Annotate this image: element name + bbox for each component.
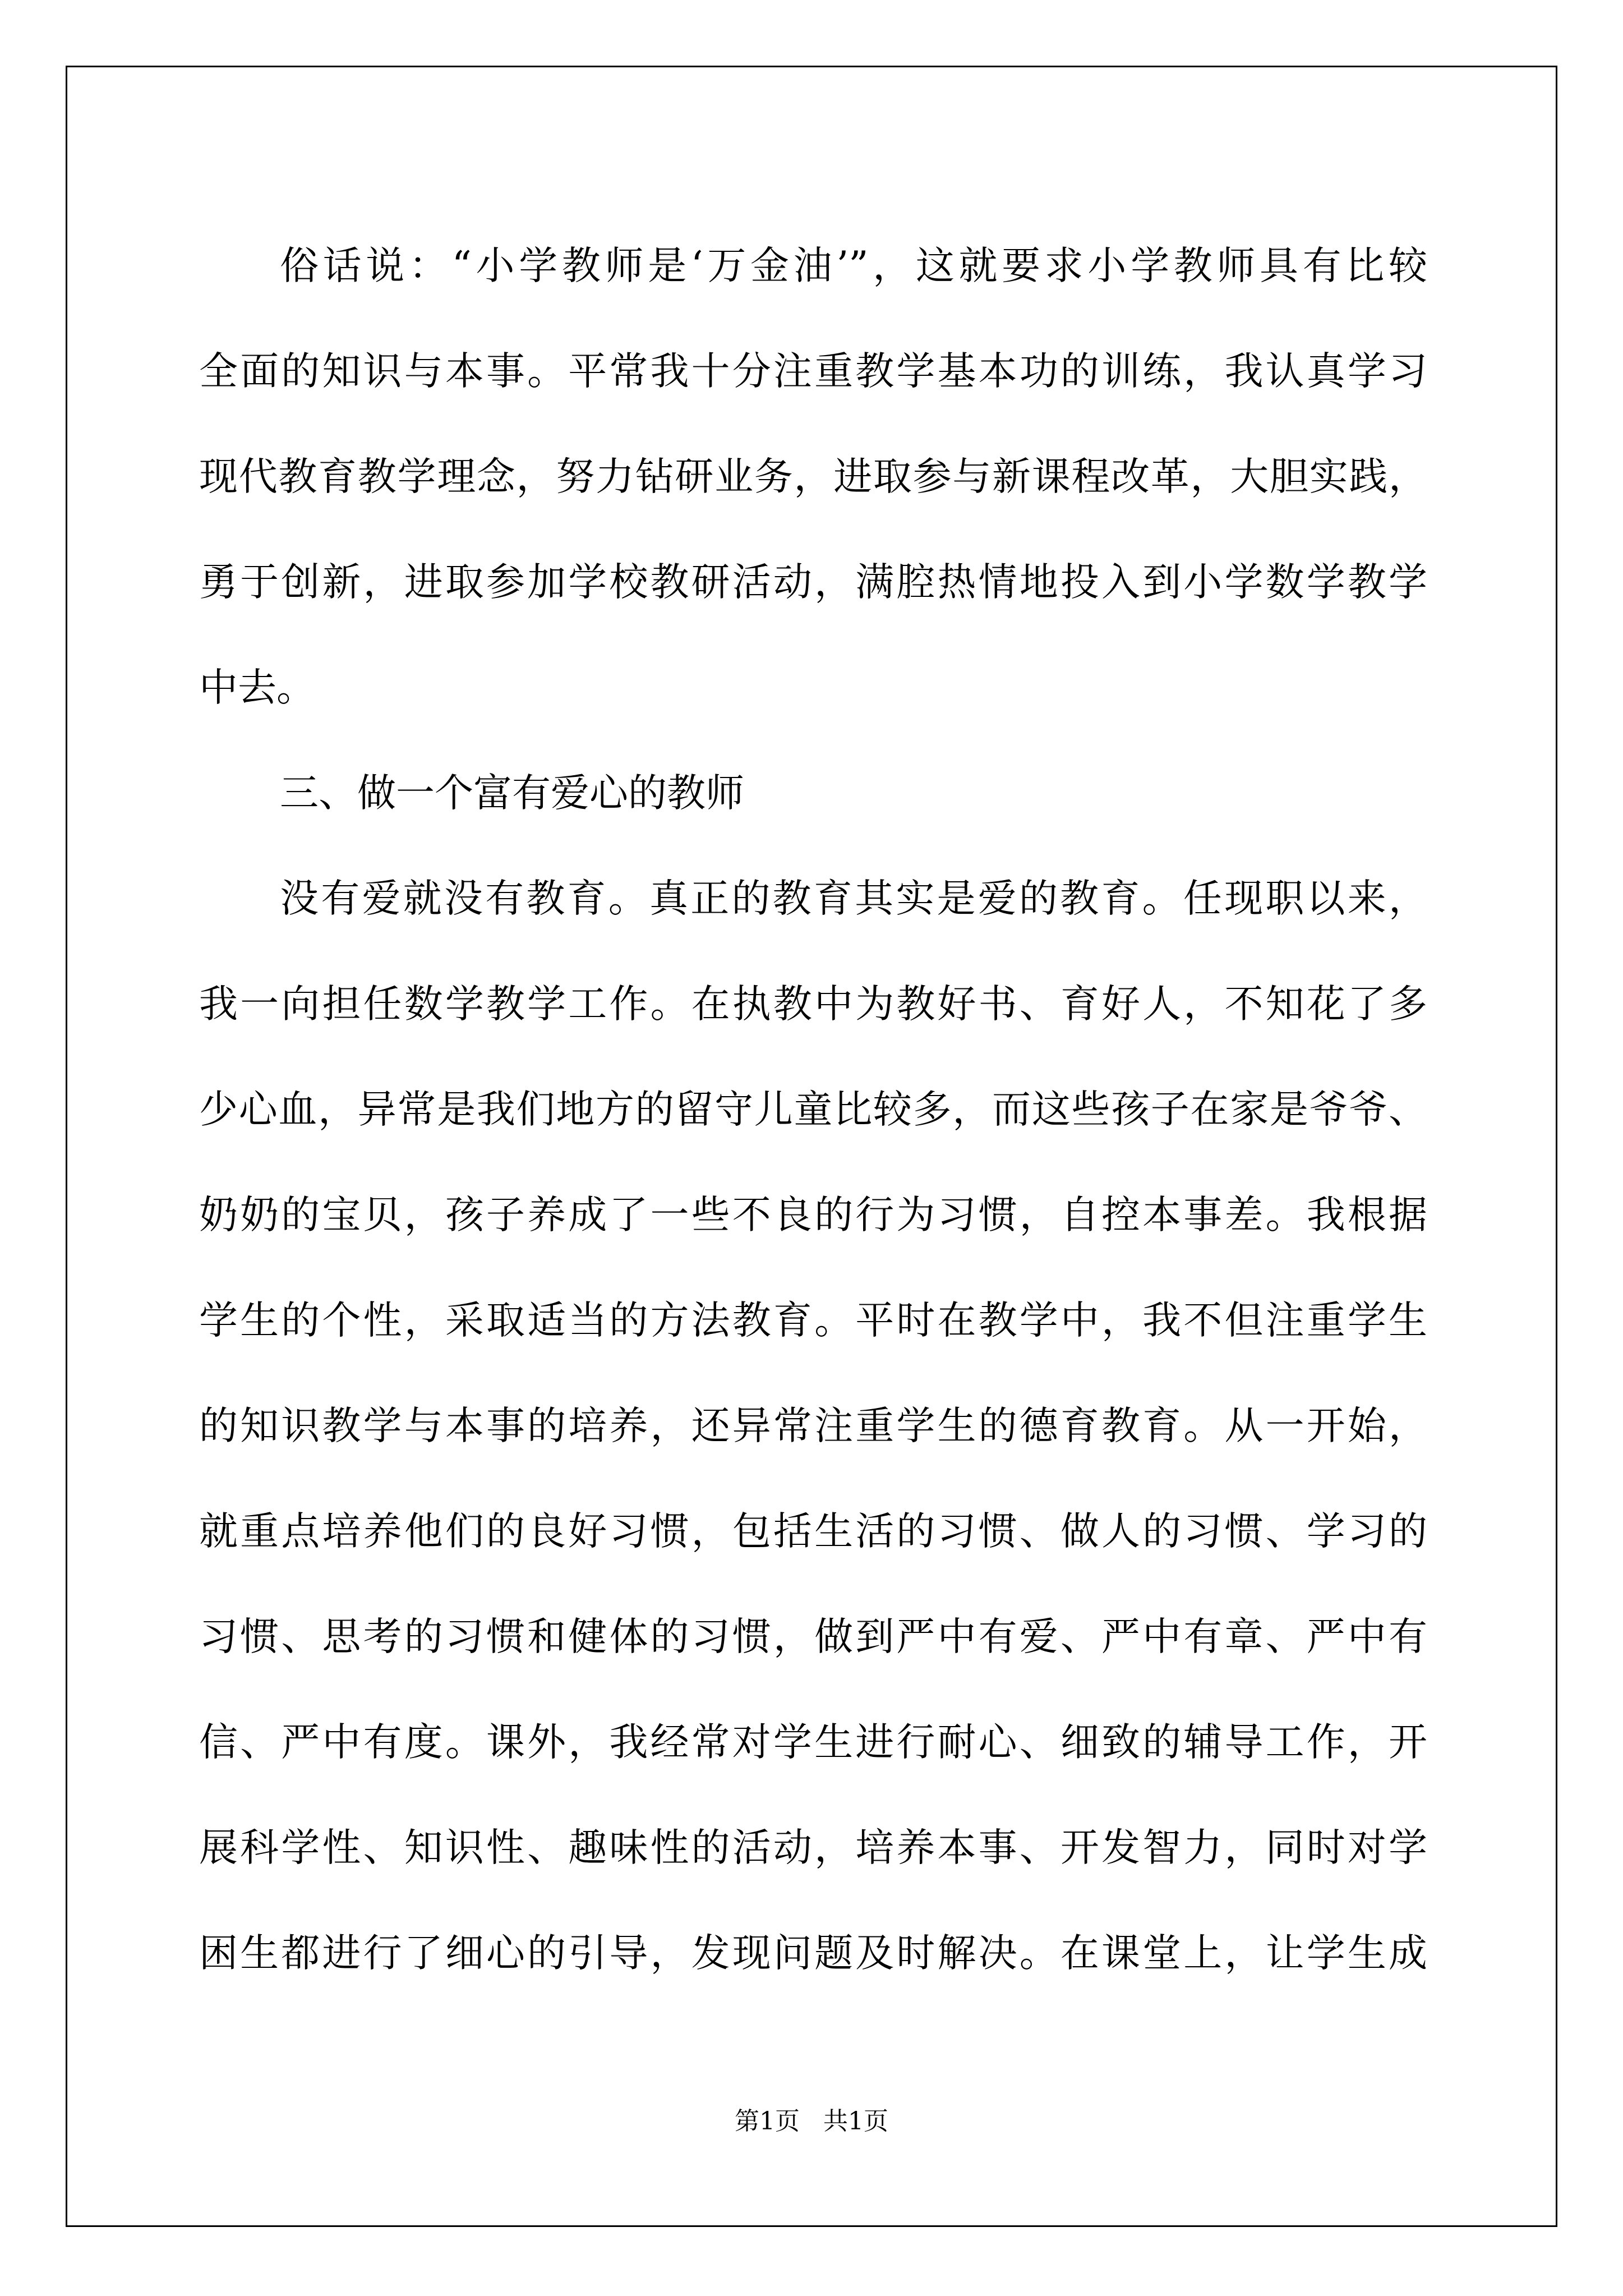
paragraph-line: 展科学性、知识性、趣味性的活动，培养本事、开发智力，同时对学	[199, 1825, 1427, 1870]
paragraph-line: 困生都进行了细心的引导，发现问题及时解决。在课堂上，让学生成	[199, 1931, 1427, 1976]
paragraph-line: 少心血，异常是我们地方的留守儿童比较多，而这些孩子在家是爷爷、	[199, 1087, 1427, 1132]
paragraph-line: 俗话说：“小学教师是‘万金油’”，这就要求小学教师具有比较	[280, 243, 1427, 288]
paragraph-line: 奶奶的宝贝，孩子养成了一些不良的行为习惯，自控本事差。我根据	[199, 1193, 1427, 1237]
paragraph-line: 全面的知识与本事。平常我十分注重教学基本功的训练，我认真学习	[199, 349, 1427, 394]
paragraph-line: 的知识教学与本事的培养，还异常注重学生的德育教育。从一开始，	[199, 1404, 1427, 1448]
document-body	[199, 213, 1427, 2006]
paragraph-line: 我一向担任数学教学工作。在执教中为教好书、育好人，不知花了多	[199, 982, 1427, 1027]
paragraph-line: 习惯、思考的习惯和健体的习惯，做到严中有爱、严中有章、严中有	[199, 1614, 1427, 1659]
paragraph-line: 学生的个性，采取适当的方法教育。平时在教学中，我不但注重学生	[199, 1298, 1427, 1343]
paragraph-line: 就重点培养他们的良好习惯，包括生活的习惯、做人的习惯、学习的	[199, 1509, 1427, 1554]
paragraph-line: 勇于创新，进取参加学校教研活动，满腔热情地投入到小学数学教学	[199, 560, 1427, 605]
paragraph-line: 现代教育教学理念，努力钻研业务，进取参与新课程改革，大胆实践，	[199, 454, 1427, 499]
section-heading: 三、做一个富有爱心的教师	[280, 771, 744, 816]
paragraph-line: 没有爱就没有教育。真正的教育其实是爱的教育。任现职以来，	[280, 876, 1427, 921]
paragraph-line: 信、严中有度。课外，我经常对学生进行耐心、细致的辅导工作，开	[199, 1720, 1427, 1765]
paragraph-line: 中去。	[199, 665, 315, 710]
page-number: 第1页 共1页	[735, 2107, 888, 2136]
